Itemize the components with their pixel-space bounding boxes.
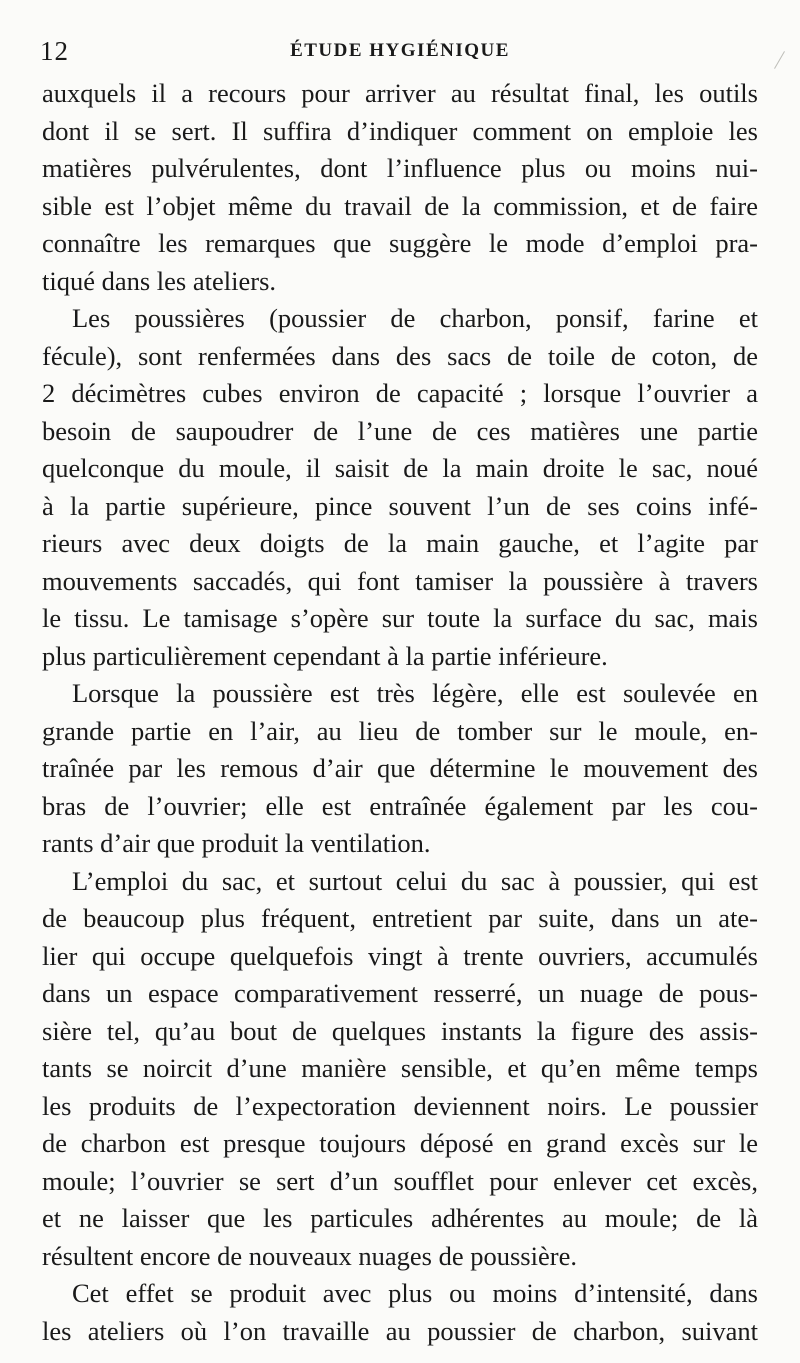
text-line: dans un espace comparativement resserré, un nuage de pous- bbox=[42, 978, 758, 1008]
text-line: rants d’air que produit la ventilation. bbox=[42, 828, 431, 858]
text-line: et ne laisser que les particules adhérentes au moule; de là bbox=[42, 1203, 758, 1233]
text-line: mouvements saccadés, qui font tamiser la poussière à travers bbox=[42, 565, 758, 596]
text-line: Cet effet se produit avec plus ou moins d’intensité, dans bbox=[72, 1278, 758, 1308]
body-text bbox=[42, 75, 758, 1350]
running-title: ÉTUDE HYGIÉNIQUE bbox=[290, 40, 510, 61]
text-line: Les poussières (poussier de charbon, ponsif, farine et bbox=[72, 303, 758, 333]
text-line: besoin de saupoudrer de l’une de ces matières une partie bbox=[42, 415, 758, 446]
text-line: à la partie supérieure, pince souvent l’un de ses coins infé- bbox=[42, 490, 758, 521]
text-line: Lorsque la poussière est très légère, elle est soulevée en bbox=[72, 678, 758, 708]
text-line: rieurs avec deux doigts de la main gauche, et l’agite par bbox=[42, 528, 758, 558]
page-number: 12 bbox=[40, 36, 69, 66]
text-line: grande partie en l’air, au lieu de tomber sur le moule, en- bbox=[42, 715, 758, 746]
text-line: quelconque du moule, il saisit de la main droite le sac, noué bbox=[42, 453, 758, 483]
text-line: résultent encore de nouveaux nuages de poussière. bbox=[42, 1240, 577, 1271]
text-line: le tissu. Le tamisage s’opère sur toute la surface du sac, mais bbox=[42, 603, 758, 633]
text-line: auxquels il a recours pour arriver au résultat final, les outils bbox=[42, 78, 758, 108]
text-line: bras de l’ouvrier; elle est entraînée également par les cou- bbox=[42, 790, 758, 821]
text-line: traînée par les remous d’air que détermine le mouvement des bbox=[42, 753, 758, 783]
text-line: connaître les remarques que suggère le mode d’emploi pra- bbox=[42, 228, 758, 258]
margin-mark bbox=[774, 51, 785, 69]
text-line: de charbon est presque toujours déposé en grand excès sur le bbox=[42, 1128, 758, 1158]
running-head bbox=[40, 30, 760, 70]
text-line: de beaucoup plus fréquent, entretient par suite, dans un ate- bbox=[42, 903, 758, 933]
text-line: sière tel, qu’au bout de quelques instants la figure des assis- bbox=[42, 1015, 758, 1046]
text-line: matières pulvérulentes, dont l’influence plus ou moins nui- bbox=[42, 153, 758, 183]
text-line: lier qui occupe quelquefois vingt à trente ouvriers, accumulés bbox=[42, 940, 758, 971]
text-line: tants se noircit d’une manière sensible, et qu’en même temps bbox=[42, 1053, 758, 1083]
text-line: tiqué dans les ateliers. bbox=[42, 265, 277, 296]
text-line: dont il se sert. Il suffira d’indiquer comment on emploie les bbox=[42, 115, 758, 146]
text-line: moule; l’ouvrier se sert d’un soufflet pour enlever cet excès, bbox=[42, 1165, 758, 1196]
text-line: plus particulièrement cependant à la partie inférieure. bbox=[42, 640, 608, 671]
text-line: fécule), sont renfermées dans des sacs de toile de coton, de bbox=[42, 340, 758, 371]
text-line: 2 décimètres cubes environ de capacité ; lorsque l’ouvrier a bbox=[42, 378, 758, 408]
text-line: sible est l’objet même du travail de la commission, et de faire bbox=[42, 190, 758, 221]
text-line: les ateliers où l’on travaille au poussier de charbon, suivant bbox=[42, 1315, 758, 1346]
text-line: les produits de l’expectoration deviennent noirs. Le poussier bbox=[42, 1090, 758, 1121]
text-line: L’emploi du sac, et surtout celui du sac à poussier, qui est bbox=[72, 865, 758, 896]
